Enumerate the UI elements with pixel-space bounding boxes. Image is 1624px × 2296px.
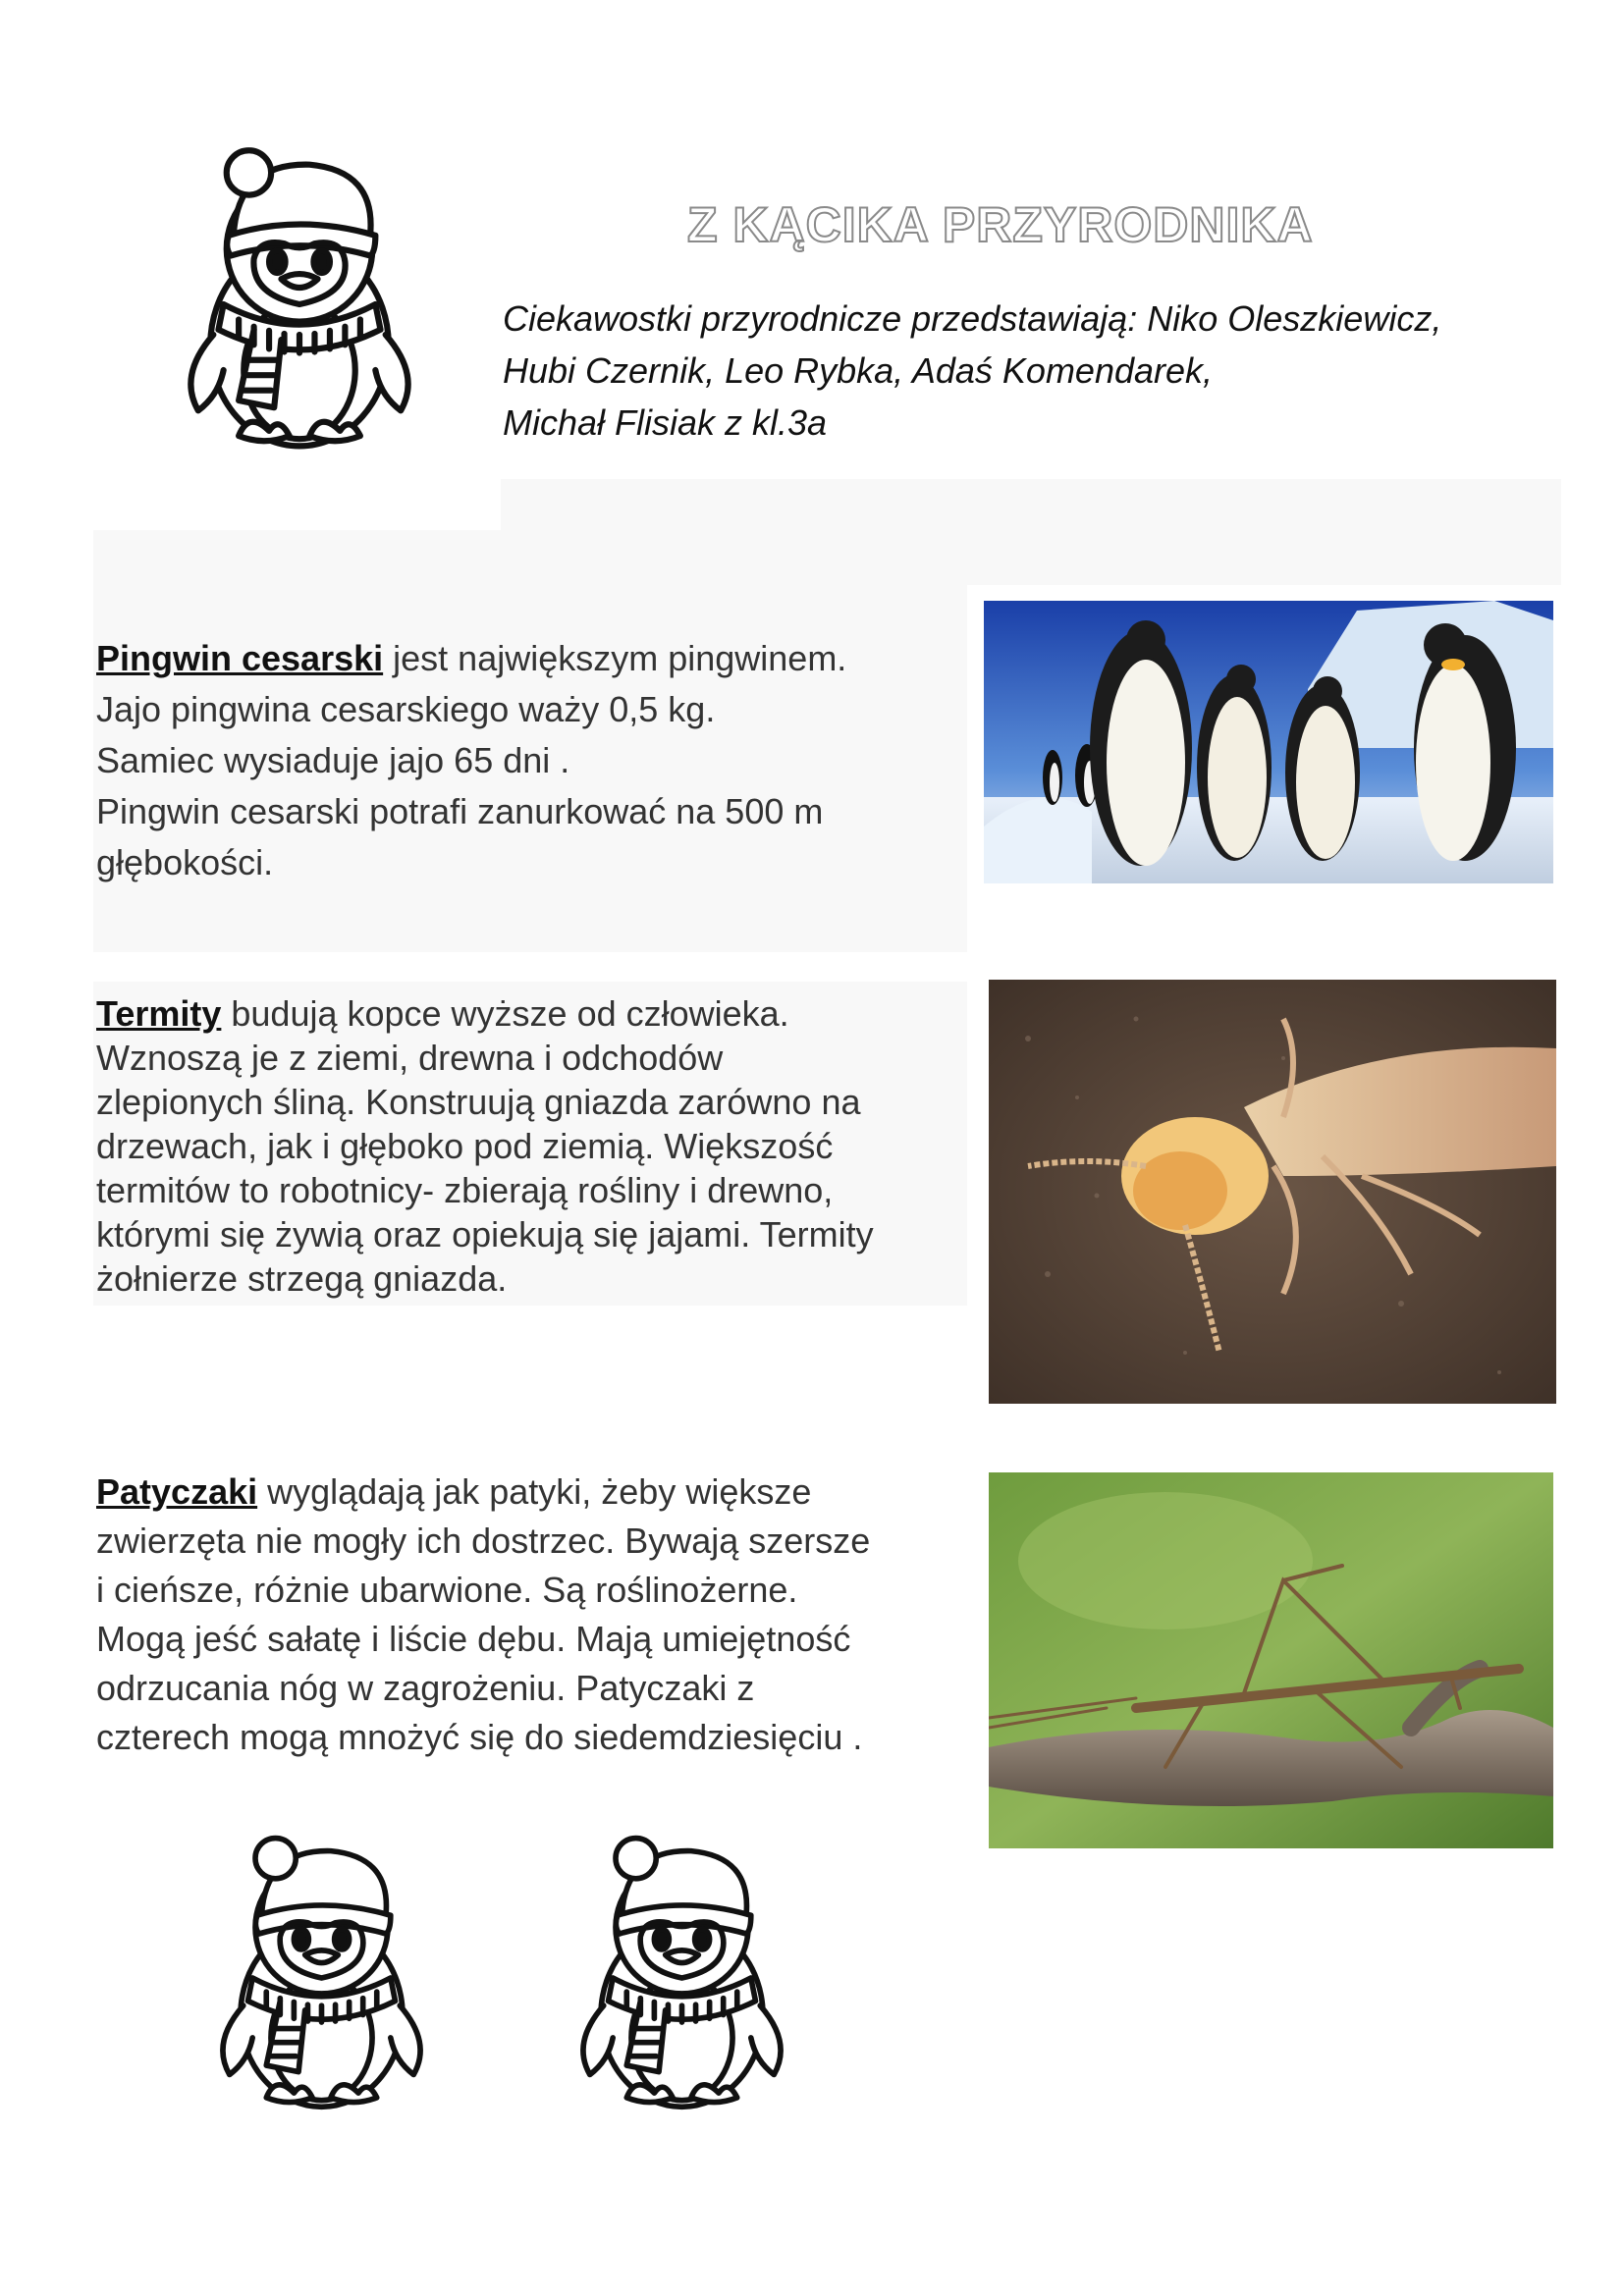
stick-insect-photo: [989, 1472, 1553, 1848]
section-stick-insects-line-4: Mogą jeść sałatę i liście dębu. Mają umiejętność: [96, 1619, 851, 1659]
section-termites-line-4: drzewach, jak i głęboko pod ziemią. Większość: [96, 1126, 834, 1166]
section-stick-insects-line-6: czterech mogą mnożyć się do siedemdziesięciu .: [96, 1717, 863, 1757]
section-stick-insects-line-2: zwierzęta nie mogły ich dostrzec. Bywają szersze: [96, 1521, 871, 1561]
section-penguin-keyword: Pingwin cesarski: [96, 638, 384, 678]
section-stick-insects-keyword: Patyczaki: [96, 1471, 258, 1512]
penguin-illustration-bottom-right: [557, 1831, 807, 2125]
section-penguin-text: [96, 633, 960, 888]
section-stick-insects-line-5: odrzucania nóg w zagrożeniu. Patyczaki z: [96, 1668, 755, 1708]
section-penguin-line-1: jest największym pingwinem.: [383, 638, 847, 678]
section-termites-line-5: termitów to robotnicy- zbierają rośliny i drewno,: [96, 1170, 834, 1210]
section-termites-line-2: Wznoszą je z ziemi, drewna i odchodów: [96, 1038, 724, 1078]
section-termites-line-7: żołnierze strzegą gniazda.: [96, 1258, 508, 1299]
section-termites-line-1: budują kopce wyższe od człowieka.: [221, 993, 789, 1034]
credits-line-2: Hubi Czernik, Leo Rybka, Adaś Komendarek,: [503, 350, 1214, 391]
credits-line-3: Michał Flisiak z kl.3a: [503, 402, 828, 443]
termite-photo: [989, 980, 1556, 1404]
section-stick-insects-text: [96, 1468, 960, 1762]
penguin-illustration-top: [157, 142, 442, 466]
section-penguin-line-5: głębokości.: [96, 842, 274, 882]
section-penguin-line-3: Samiec wysiaduje jajo 65 dni .: [96, 740, 570, 780]
section-termites-line-3: zlepionych śliną. Konstruują gniazda zarówno na: [96, 1082, 861, 1122]
section-penguin-line-4: Pingwin cesarski potrafi zanurkować na 500 m: [96, 791, 824, 831]
penguin-photo: [984, 601, 1553, 883]
section-termites-line-6: którymi się żywią oraz opiekują się jajami. Termity: [96, 1214, 874, 1255]
page-title: Z KĄCIKA PRZYRODNIKA: [687, 197, 1314, 252]
section-termites-text: [96, 991, 960, 1301]
section-penguin-line-2: Jajo pingwina cesarskiego waży 0,5 kg.: [96, 689, 716, 729]
section-stick-insects-line-1: wyglądają jak patyki, żeby większe: [257, 1471, 812, 1512]
section-stick-insects-line-3: i cieńsze, różnie ubarwione. Są roślinożerne.: [96, 1570, 798, 1610]
section-termites-keyword: Termity: [96, 993, 222, 1034]
credits: [503, 293, 1543, 449]
penguin-illustration-bottom-left: [196, 1831, 447, 2125]
credits-line-1: Ciekawostki przyrodnicze przedstawiają: Niko Oleszkiewicz,: [503, 298, 1442, 339]
